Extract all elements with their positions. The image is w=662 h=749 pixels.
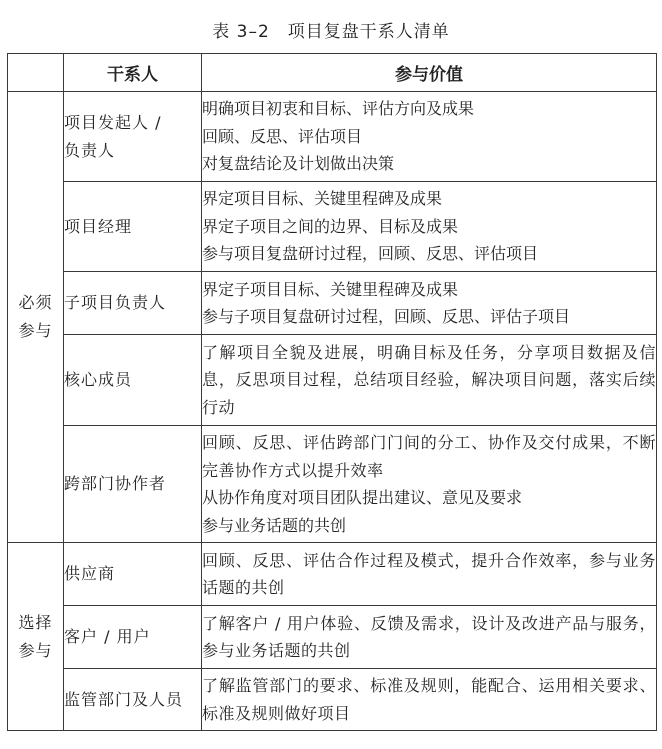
role-cell xyxy=(64,182,202,272)
table-row xyxy=(8,543,657,606)
value-cell xyxy=(202,543,657,606)
value-paragraph: 回顾、反思、评估跨部门门间的分工、协作及交付成果，不断完善协作方式以提升效率 xyxy=(202,433,656,480)
role-cell xyxy=(64,669,202,731)
role-label-line: 子项目负责人 xyxy=(64,293,167,312)
value-line: 回顾、反思、评估项目 xyxy=(202,126,363,146)
value-cell xyxy=(202,669,657,731)
role-label-line: 负责人 xyxy=(64,140,116,160)
value-line: 界定子项目目标、关键里程碑及成果 xyxy=(202,279,459,299)
value-line: 明确项目初衷和目标、评估方向及成果 xyxy=(202,99,475,119)
category-label-line: 参与 xyxy=(18,321,53,340)
value-paragraph: 了解客户 / 用户体验、反馈及需求，设计及改进产品与服务，参与业务话题的共创 xyxy=(202,613,656,660)
role-label-line: 项目经理 xyxy=(64,216,133,236)
category-label-line: 选择 xyxy=(18,612,53,632)
value-line: 参与项目复盘研讨过程，回顾、反思、评估项目 xyxy=(202,244,539,264)
value-cell xyxy=(202,272,657,335)
header-value: 参与价值 xyxy=(202,54,657,92)
role-cell xyxy=(64,426,202,543)
value-cell xyxy=(202,606,657,669)
category-cell-optional xyxy=(8,543,64,731)
category-label-line: 参与 xyxy=(18,640,53,660)
role-label-line: 供应商 xyxy=(64,564,116,583)
role-label-line: 监管部门及人员 xyxy=(64,689,184,709)
value-cell xyxy=(202,92,657,182)
header-blank-cell xyxy=(8,54,64,92)
role-label-line: 客户 / 用户 xyxy=(64,627,151,646)
value-line: 对复盘结论及计划做出决策 xyxy=(202,154,395,174)
value-cell xyxy=(202,426,657,543)
table-caption: 表 3–2 项目复盘干系人清单 xyxy=(212,22,450,42)
table-row xyxy=(8,182,657,272)
table-row xyxy=(8,669,657,731)
table-row xyxy=(8,272,657,335)
value-paragraph: 回顾、反思、评估合作过程及模式，提升合作效率，参与业务话题的共创 xyxy=(202,550,656,597)
value-line: 从协作角度对项目团队提出建议、意见及要求 xyxy=(202,488,523,507)
value-paragraph: 了解监管部门的要求、标准及规则，能配合、运用相关要求、标准及规则做好项目 xyxy=(202,676,656,723)
table-row xyxy=(8,92,657,182)
value-line: 界定项目目标、关键里程碑及成果 xyxy=(202,189,443,209)
role-cell xyxy=(64,92,202,182)
role-cell xyxy=(64,606,202,669)
value-line: 参与子项目复盘研讨过程，回顾、反思、评估子项目 xyxy=(202,307,571,326)
header-role: 干系人 xyxy=(64,54,202,92)
value-paragraph: 了解项目全貌及进展，明确目标及任务，分享项目数据及信息，反思项目过程，总结项目经验，解决项目问题，落实后续行动 xyxy=(202,342,656,417)
value-line: 界定子项目之间的边界、目标及成果 xyxy=(202,216,459,236)
category-cell-required xyxy=(8,92,64,543)
table-row xyxy=(8,606,657,669)
table-row xyxy=(8,335,657,426)
role-label-line: 核心成员 xyxy=(64,370,133,389)
role-cell xyxy=(64,272,202,335)
table-row xyxy=(8,426,657,543)
category-label-line: 必须 xyxy=(18,293,53,312)
table-header-row xyxy=(8,54,657,92)
value-cell xyxy=(202,182,657,272)
role-cell xyxy=(64,335,202,426)
role-cell xyxy=(64,543,202,606)
role-label-line: 跨部门协作者 xyxy=(64,474,167,493)
value-cell xyxy=(202,335,657,426)
stakeholder-table xyxy=(7,53,657,731)
role-label-line: 项目发起人 / xyxy=(64,112,162,132)
value-line: 参与业务话题的共创 xyxy=(202,515,347,535)
